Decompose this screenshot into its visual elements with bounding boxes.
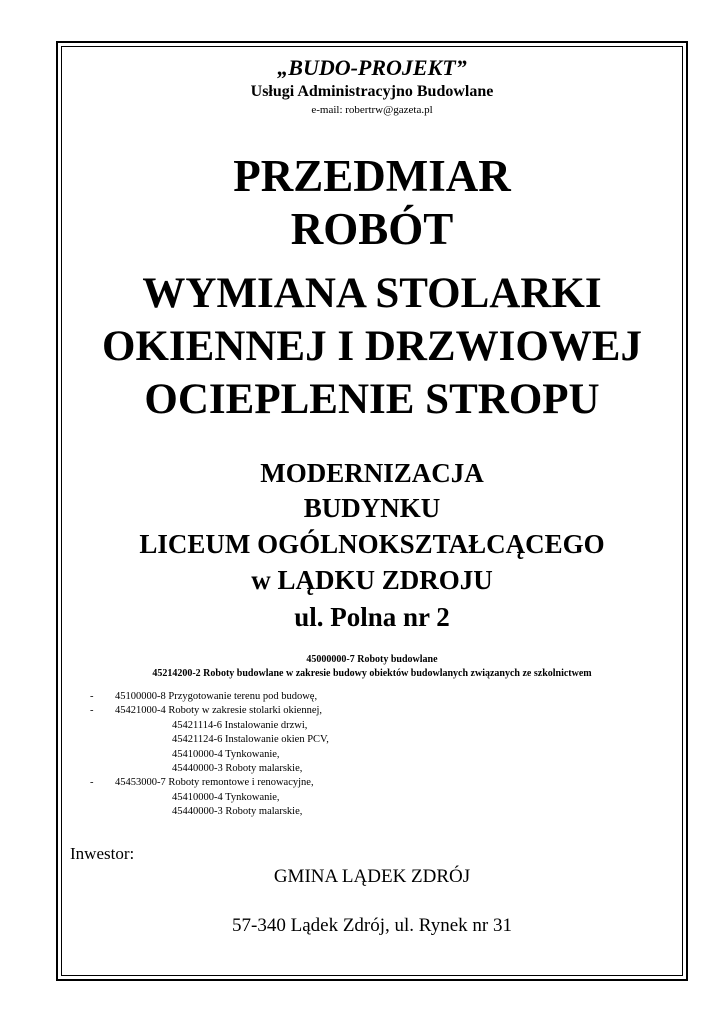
cpv-code-list (88, 690, 329, 820)
investor-label: Inwestor: (70, 844, 135, 863)
list-dash: - (90, 777, 94, 789)
scope-line-4: w LĄDKU ZDROJU (251, 565, 493, 595)
list-item-text: 45410000-4 Tynkowanie, (172, 748, 280, 760)
list-item-text: 45421000-4 Roboty w zakresie stolarki okiennej, (115, 705, 323, 717)
list-item (88, 719, 329, 733)
list-item-text: 45440000-3 Roboty malarskie, (172, 806, 303, 818)
list-item-text: 45410000-4 Tynkowanie, (172, 791, 280, 803)
list-item (88, 776, 329, 790)
document-title-line-2: ROBÓT (290, 204, 454, 254)
investor-name: GMINA LĄDEK ZDRÓJ (273, 866, 471, 887)
list-item (88, 762, 329, 776)
list-item (88, 791, 329, 805)
list-item (88, 690, 329, 704)
list-dash: - (90, 705, 94, 717)
investor-address: 57-340 Lądek Zdrój, ul. Rynek nr 31 (232, 915, 512, 936)
list-item (88, 805, 329, 819)
subject-line-2: OKIENNEJ I DRZWIOWEJ (102, 323, 642, 370)
subject-line-1: WYMIANA STOLARKI (142, 270, 602, 317)
scope-line-2: BUDYNKU (303, 493, 441, 523)
company-name: „BUDO-PROJEKT” (277, 55, 467, 80)
list-item-text: 45440000-3 Roboty malarskie, (172, 763, 303, 775)
list-item (88, 733, 329, 747)
list-item (88, 704, 329, 718)
list-item-text: 45100000-8 Przygotowanie terenu pod budowę, (115, 691, 318, 702)
document-title-line-1: PRZEDMIAR (233, 151, 511, 201)
list-item-text: 45421124-6 Instalowanie okien PCV, (172, 734, 329, 746)
scope-line-5: ul. Polna nr 2 (294, 602, 450, 632)
list-item-text: 45421114-6 Instalowanie drzwi, (172, 719, 308, 731)
list-item (88, 748, 329, 762)
list-item-text: 45453000-7 Roboty remontowe i renowacyjne, (115, 777, 314, 789)
subject-line-3: OCIEPLENIE STROPU (144, 376, 600, 423)
company-services: Usługi Administracyjno Budowlane (250, 83, 494, 100)
list-dash: - (90, 691, 94, 702)
scope-line-1: MODERNIZACJA (260, 458, 484, 488)
cpv-sub-code: 45214200-2 Roboty budowlane w zakresie budowy obiektów budowlanych związanych ze szkolnictwem (152, 668, 592, 679)
scope-line-3: LICEUM OGÓLNOKSZTAŁCĄCEGO (139, 529, 605, 559)
company-email: e-mail: robertrw@gazeta.pl (311, 104, 433, 116)
cpv-main-code: 45000000-7 Roboty budowlane (306, 654, 438, 665)
